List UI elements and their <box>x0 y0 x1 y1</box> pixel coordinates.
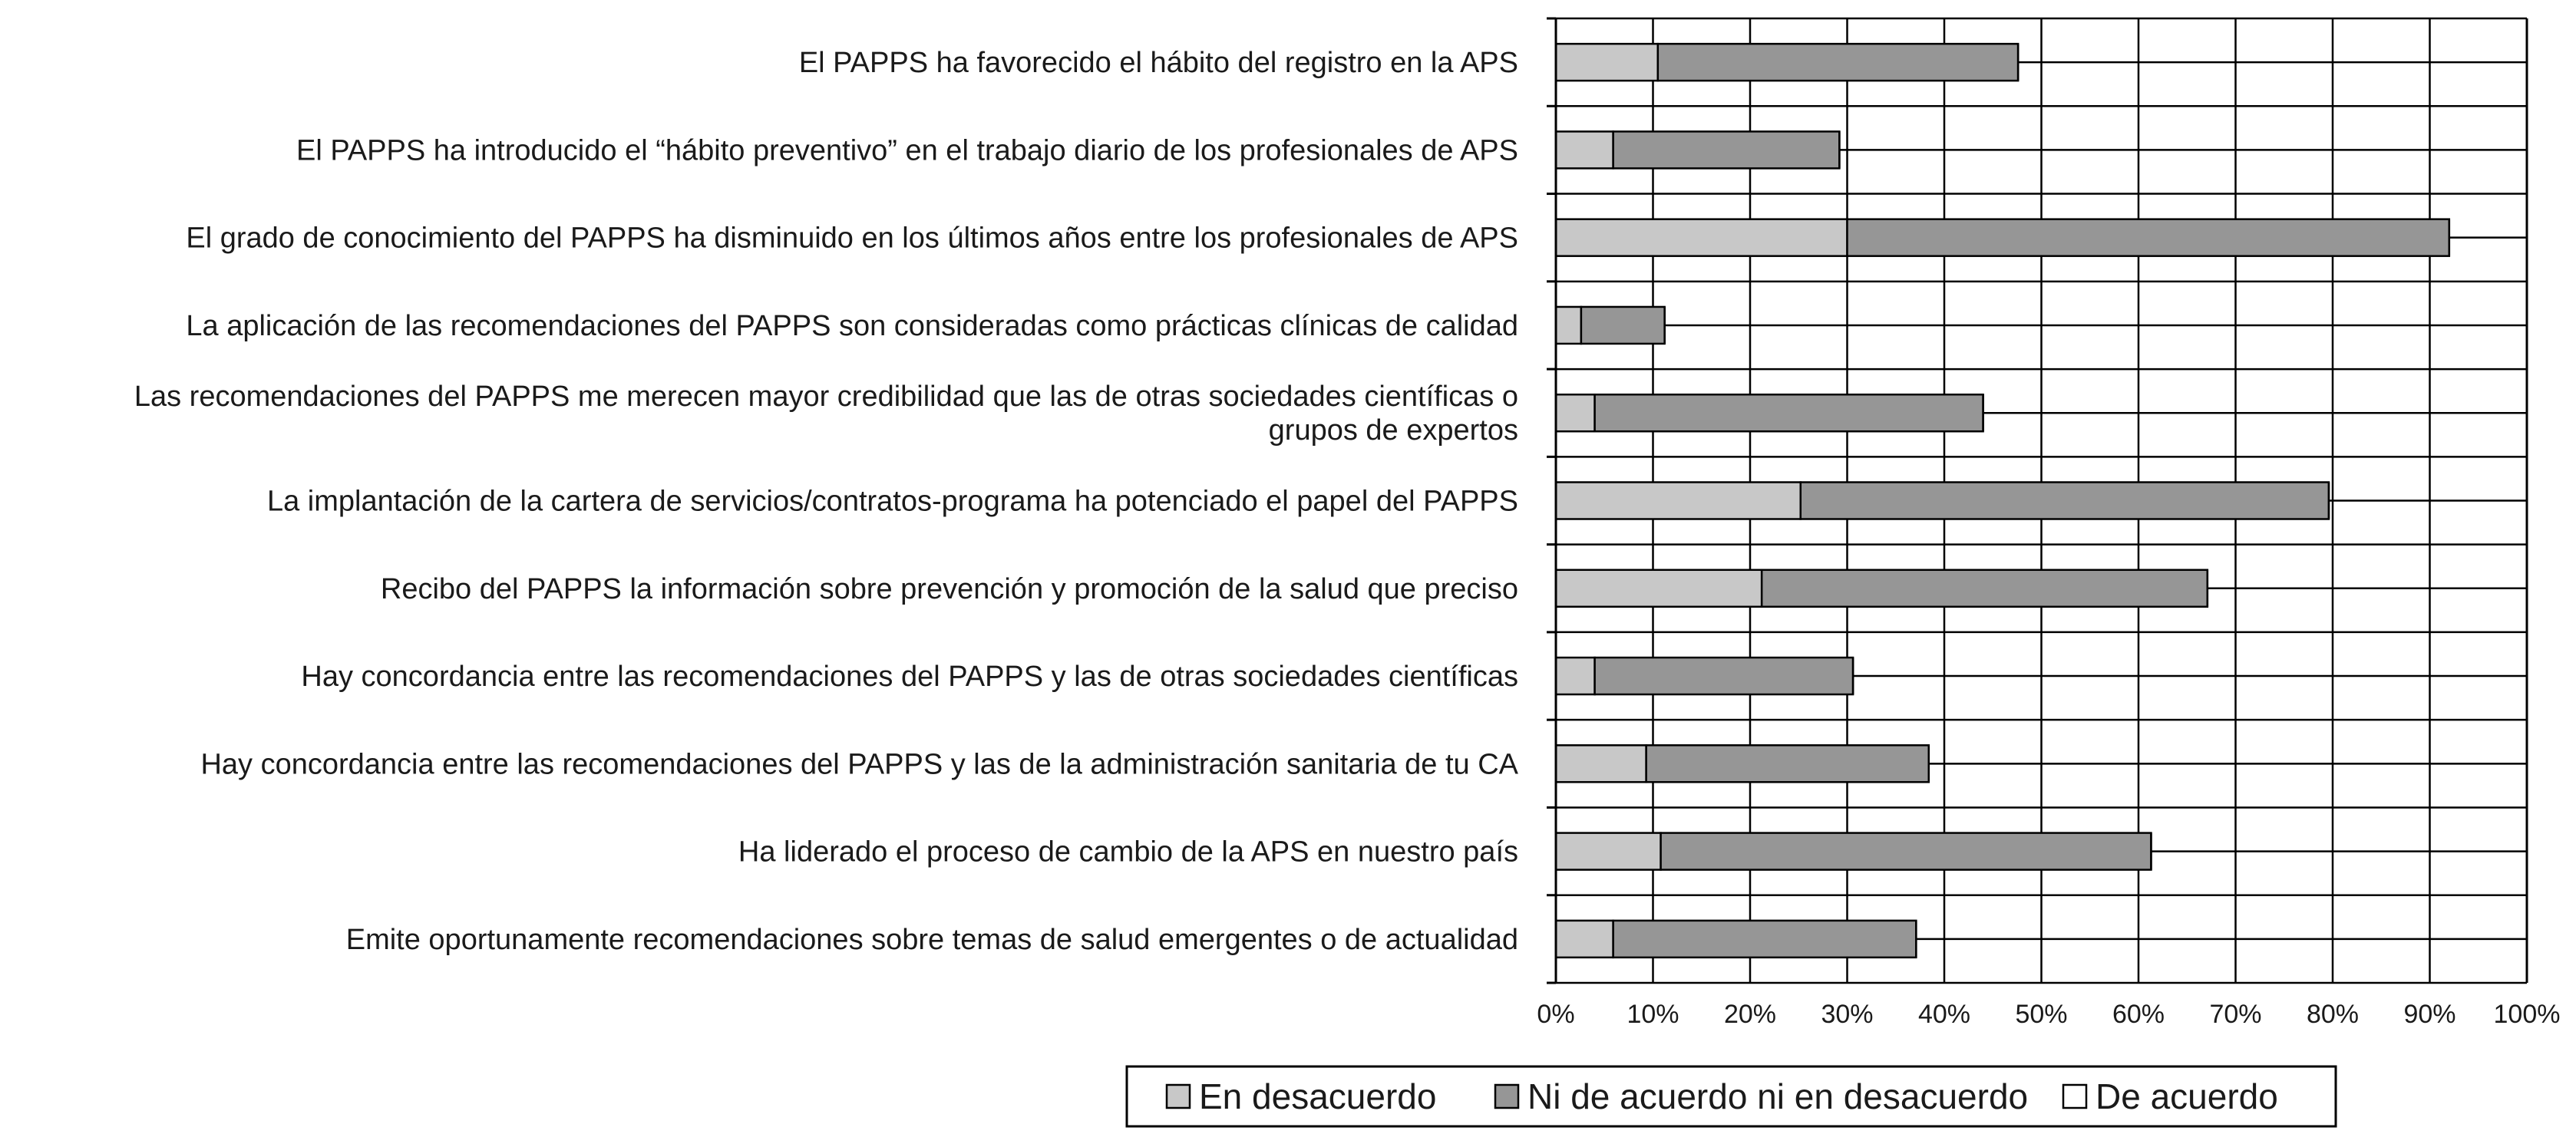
x-tick-label: 60% <box>2112 1000 2165 1029</box>
bar-segment-ni-de-acuerdo-ni-en-desacuerdo <box>1762 570 2208 607</box>
bar-segment-en-desacuerdo <box>1556 44 1658 81</box>
legend-swatch <box>2063 1085 2086 1108</box>
bar-segment-en-desacuerdo <box>1556 921 1613 958</box>
bar-segment-ni-de-acuerdo-ni-en-desacuerdo <box>1658 44 2018 81</box>
category-label <box>186 223 1518 255</box>
x-tick-label: 100% <box>2493 1000 2561 1029</box>
category-label <box>134 381 1518 447</box>
x-tick-label: 90% <box>2403 1000 2456 1029</box>
legend-swatch <box>1495 1085 1518 1108</box>
x-tick-label: 70% <box>2209 1000 2262 1029</box>
bar-segment-en-desacuerdo <box>1556 745 1646 782</box>
x-tick-label: 30% <box>1821 1000 1874 1029</box>
bar-segment-en-desacuerdo <box>1556 219 1848 256</box>
bar-segment-ni-de-acuerdo-ni-en-desacuerdo <box>1581 307 1665 344</box>
category-label-line: La implantación de la cartera de servicios/contratos-programa ha potenciado el papel del PAPPS <box>266 485 1518 518</box>
x-tick-label: 50% <box>2015 1000 2068 1029</box>
category-label-line: grupos de expertos <box>1268 414 1518 447</box>
category-label <box>799 47 1518 79</box>
bar-segment-en-desacuerdo <box>1556 833 1661 870</box>
bar-segment-ni-de-acuerdo-ni-en-desacuerdo <box>1595 658 1853 694</box>
category-label <box>301 661 1518 693</box>
legend-label: Ni de acuerdo ni en desacuerdo <box>1527 1076 2029 1116</box>
category-label-line: Emite oportunamente recomendaciones sobre temas de salud emergentes o de actualidad <box>345 923 1518 956</box>
legend-swatch <box>1167 1085 1190 1108</box>
category-label-line: Ha liderado el proceso de cambio de la APS en nuestro país <box>738 836 1518 869</box>
category-label-line: El grado de conocimiento del PAPPS ha disminuido en los últimos años entre los profesionales de APS <box>186 222 1518 255</box>
category-label-line: El PAPPS ha favorecido el hábito del registro en la APS <box>798 47 1518 80</box>
legend-label: De acuerdo <box>2095 1076 2278 1116</box>
bar-segment-ni-de-acuerdo-ni-en-desacuerdo <box>1613 921 1917 958</box>
bar-segment-ni-de-acuerdo-ni-en-desacuerdo <box>1613 131 1840 168</box>
category-label <box>200 748 1518 780</box>
category-label <box>346 924 1518 956</box>
bar-segment-en-desacuerdo <box>1556 483 1801 519</box>
x-tick-label: 0% <box>1537 1000 1575 1029</box>
x-tick-label: 40% <box>1917 1000 1971 1029</box>
bar-segment-en-desacuerdo <box>1556 570 1762 607</box>
legend-label: En desacuerdo <box>1199 1076 1437 1116</box>
bar-segment-en-desacuerdo <box>1556 131 1613 168</box>
legend <box>1127 1066 2336 1126</box>
category-label <box>186 310 1518 342</box>
category-label <box>381 573 1518 605</box>
category-label-line: Hay concordancia entre las recomendaciones del PAPPS y las de otras sociedades científicas <box>301 661 1518 694</box>
bar-segment-ni-de-acuerdo-ni-en-desacuerdo <box>1661 833 2152 870</box>
category-label-line: La aplicación de las recomendaciones del PAPPS son consideradas como prácticas clínicas de calidad <box>186 309 1518 342</box>
bar-segment-ni-de-acuerdo-ni-en-desacuerdo <box>1595 394 1983 431</box>
bar-segment-en-desacuerdo <box>1556 307 1581 344</box>
category-label <box>296 134 1518 166</box>
bars-layer <box>1556 44 2449 958</box>
category-label-line: Hay concordancia entre las recomendaciones del PAPPS y las de la administración sanitaria de tu CA <box>200 748 1518 781</box>
bar-segment-ni-de-acuerdo-ni-en-desacuerdo <box>1848 219 2449 256</box>
x-tick-label: 80% <box>2306 1000 2360 1029</box>
category-label-line: Las recomendaciones del PAPPS me merecen mayor credibilidad que las de otras sociedades científicas o <box>134 381 1518 414</box>
bar-segment-ni-de-acuerdo-ni-en-desacuerdo <box>1801 483 2329 519</box>
x-tick-label: 20% <box>1723 1000 1777 1029</box>
x-tick-label: 10% <box>1627 1000 1679 1029</box>
bar-segment-ni-de-acuerdo-ni-en-desacuerdo <box>1646 745 1929 782</box>
category-label-line: El PAPPS ha introducido el “hábito preventivo” en el trabajo diario de los profesionales de APS <box>296 134 1518 167</box>
bar-segment-en-desacuerdo <box>1556 394 1595 431</box>
axis-layer <box>1537 18 2560 1029</box>
bar-segment-en-desacuerdo <box>1556 658 1595 694</box>
category-label <box>267 486 1518 518</box>
category-label-line: Recibo del PAPPS la información sobre prevención y promoción de la salud que preciso <box>380 572 1518 605</box>
category-label <box>738 836 1518 869</box>
category-labels <box>134 47 1519 956</box>
